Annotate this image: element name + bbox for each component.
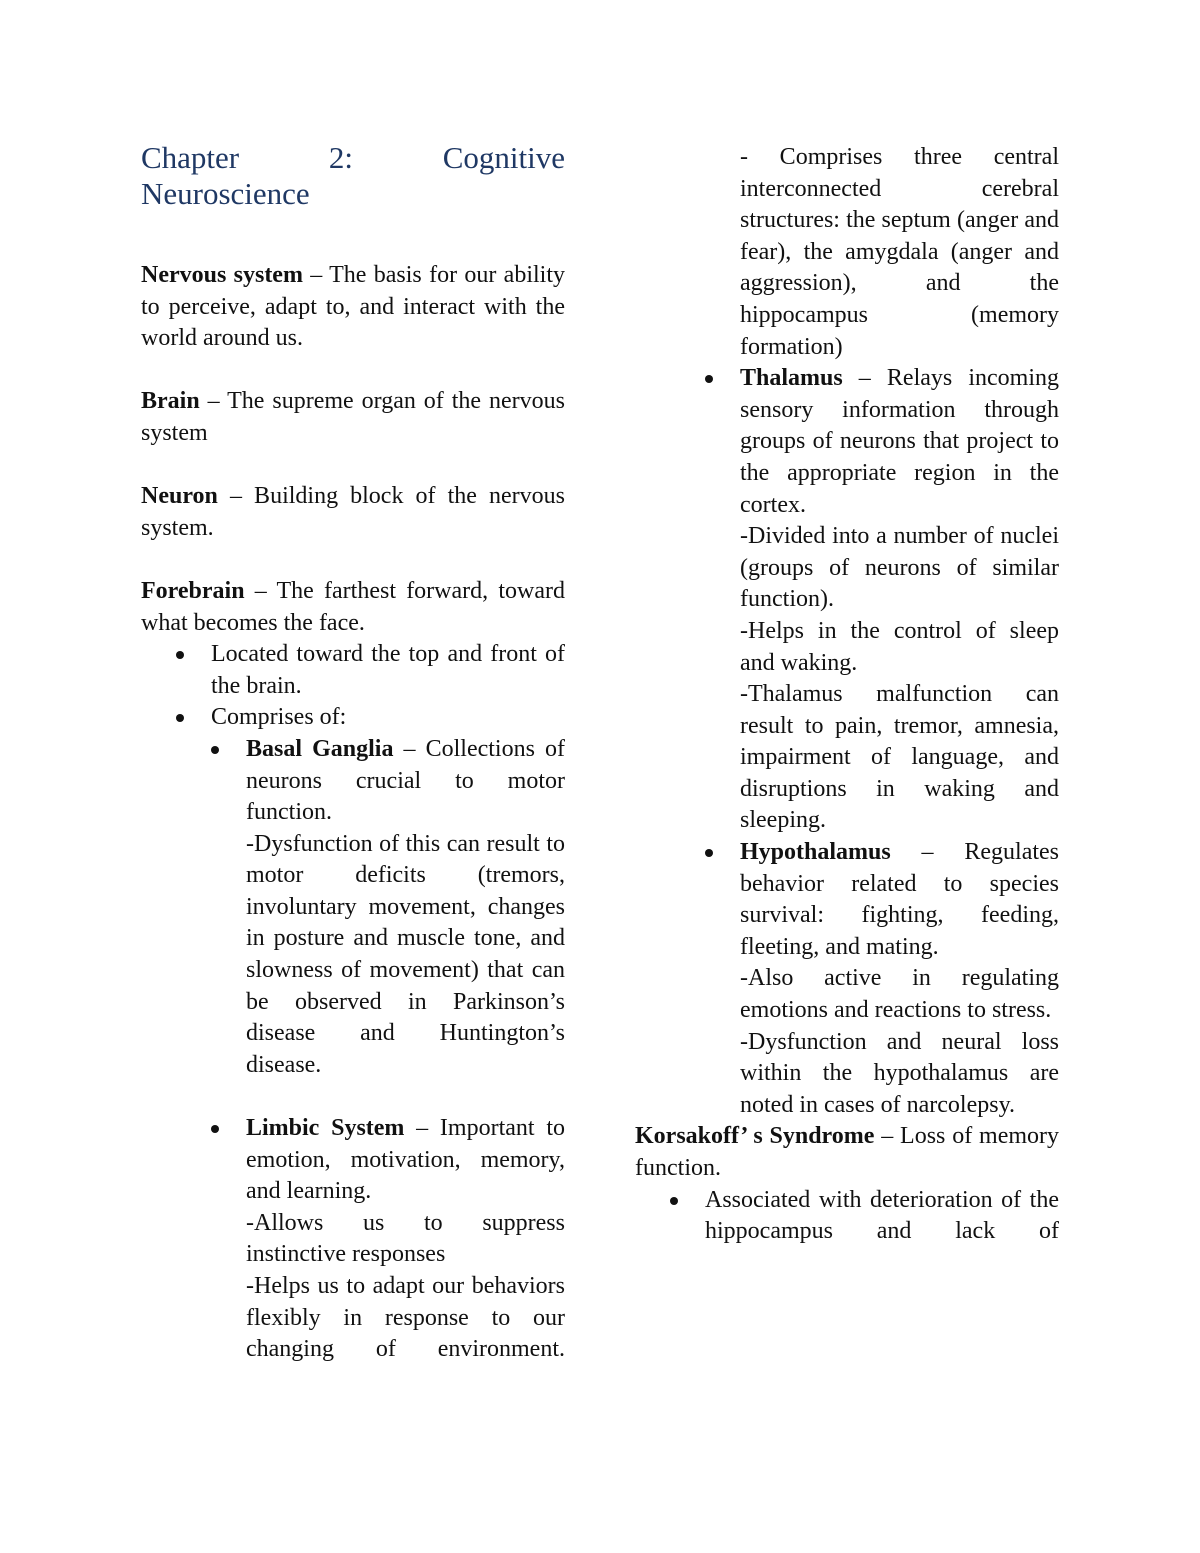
limbic-detail-1: -Allows us to suppress instinctive responses xyxy=(246,1209,565,1268)
list-item: Located toward the top and front of the brain. xyxy=(211,639,565,702)
list-item-thalamus: Thalamus – Relays incoming sensory information through groups of neurons that project to the appropriate region in the cortex. -Divided into a number of nuclei (groups of neurons of similar function). -Helps in the control of sleep and waking. -Thalamus malfunction can result to pain, tremor, amnesia, impairment of language, and disruptions in waking and sleeping. xyxy=(740,363,1059,837)
bullet-icon xyxy=(176,651,184,659)
bullet-icon xyxy=(211,746,219,754)
bullet-icon xyxy=(670,1197,678,1205)
definition: – Loss of memory function. xyxy=(635,1123,1060,1181)
definition-brain xyxy=(141,386,565,449)
list-item-hypothalamus: Hypothalamus – Regulates behavior related to species survival: fighting, feeding, fleeting, and mating. -Also active in regulating emotions and reactions to stress. -Dysfunction and neural loss within the hypothalamus are noted in cases of narcolepsy. xyxy=(740,837,1059,1121)
term: Neuron xyxy=(141,483,218,510)
definition-neuron xyxy=(141,481,565,544)
hypothalamus-detail-1: -Also active in regulating emotions and reactions to stress. xyxy=(740,965,1059,1024)
bullet-icon xyxy=(176,714,184,722)
thalamus-detail-1: -Divided into a number of nuclei (groups of neurons of similar function). xyxy=(740,523,1059,613)
definition: – The supreme organ of the nervous system xyxy=(141,388,565,446)
definition-forebrain xyxy=(141,576,565,639)
title-line-1: Chapter 2: Cognitive xyxy=(141,140,565,175)
bullet-icon xyxy=(211,1125,219,1133)
list-item: Comprises of: xyxy=(211,702,565,734)
term: Korsakoff’ s Syndrome xyxy=(635,1123,875,1150)
thalamus-detail-3: -Thalamus malfunction can result to pain, tremor, amnesia, impairment of language, and disruptions in waking and sleeping. xyxy=(740,681,1059,834)
term: Nervous system xyxy=(141,262,303,288)
list-item-basal-ganglia: Basal Ganglia – Collections of neurons crucial to motor function. -Dysfunction of this can result to motor deficits (tremors, involuntary movement, changes in posture and muscle tone, and slowness of movement) that can be observed in Parkinson’s disease and Huntington’s disease. xyxy=(246,734,565,1082)
term: Brain xyxy=(141,388,200,415)
definition-nervous-system xyxy=(141,260,565,355)
list-item: Associated with deterioration of the hippocampus and lack of xyxy=(705,1185,1059,1248)
title-line-2: Neuroscience xyxy=(141,176,310,211)
definition: – The farthest forward, toward what becomes the face. xyxy=(141,577,565,636)
limbic-detail-3: - Comprises three central interconnected cerebral structures: the septum (anger and fear), the amygdala (anger and aggression), and the hippocampus (memory formation) xyxy=(740,144,1059,360)
thalamus-detail-2: -Helps in the control of sleep and waking. xyxy=(740,617,1059,676)
limbic-continued xyxy=(740,142,1059,363)
left-column xyxy=(141,140,565,1366)
definition: – The basis for our ability to perceive, adapt to, and interact with the world around us. xyxy=(141,262,565,352)
basal-ganglia-detail: -Dysfunction of this can result to motor deficits (tremors, involuntary movement, changes in posture and muscle tone, and slowness of movement) that can be observed in Parkinson’s disease and Huntington’s disease. xyxy=(246,830,565,1078)
page-title xyxy=(141,140,565,212)
bullet-icon xyxy=(705,375,713,383)
list-item-limbic-system: Limbic System – Important to emotion, motivation, memory, and learning. -Allows us to suppress instinctive responses -Helps us to adapt our behaviors flexibly in response to our changing of environment. xyxy=(246,1113,565,1366)
term: Forebrain xyxy=(141,577,245,604)
bullet-icon xyxy=(705,849,713,857)
limbic-detail-2: -Helps us to adapt our behaviors flexibly in response to our changing of environment. xyxy=(246,1273,565,1363)
definition-korsakoff xyxy=(635,1121,1059,1184)
definition: – Building block of the nervous system. xyxy=(141,483,565,541)
hypothalamus-detail-2: -Dysfunction and neural loss within the hypothalamus are noted in cases of narcolepsy. xyxy=(740,1028,1059,1118)
right-column xyxy=(635,142,1059,1248)
